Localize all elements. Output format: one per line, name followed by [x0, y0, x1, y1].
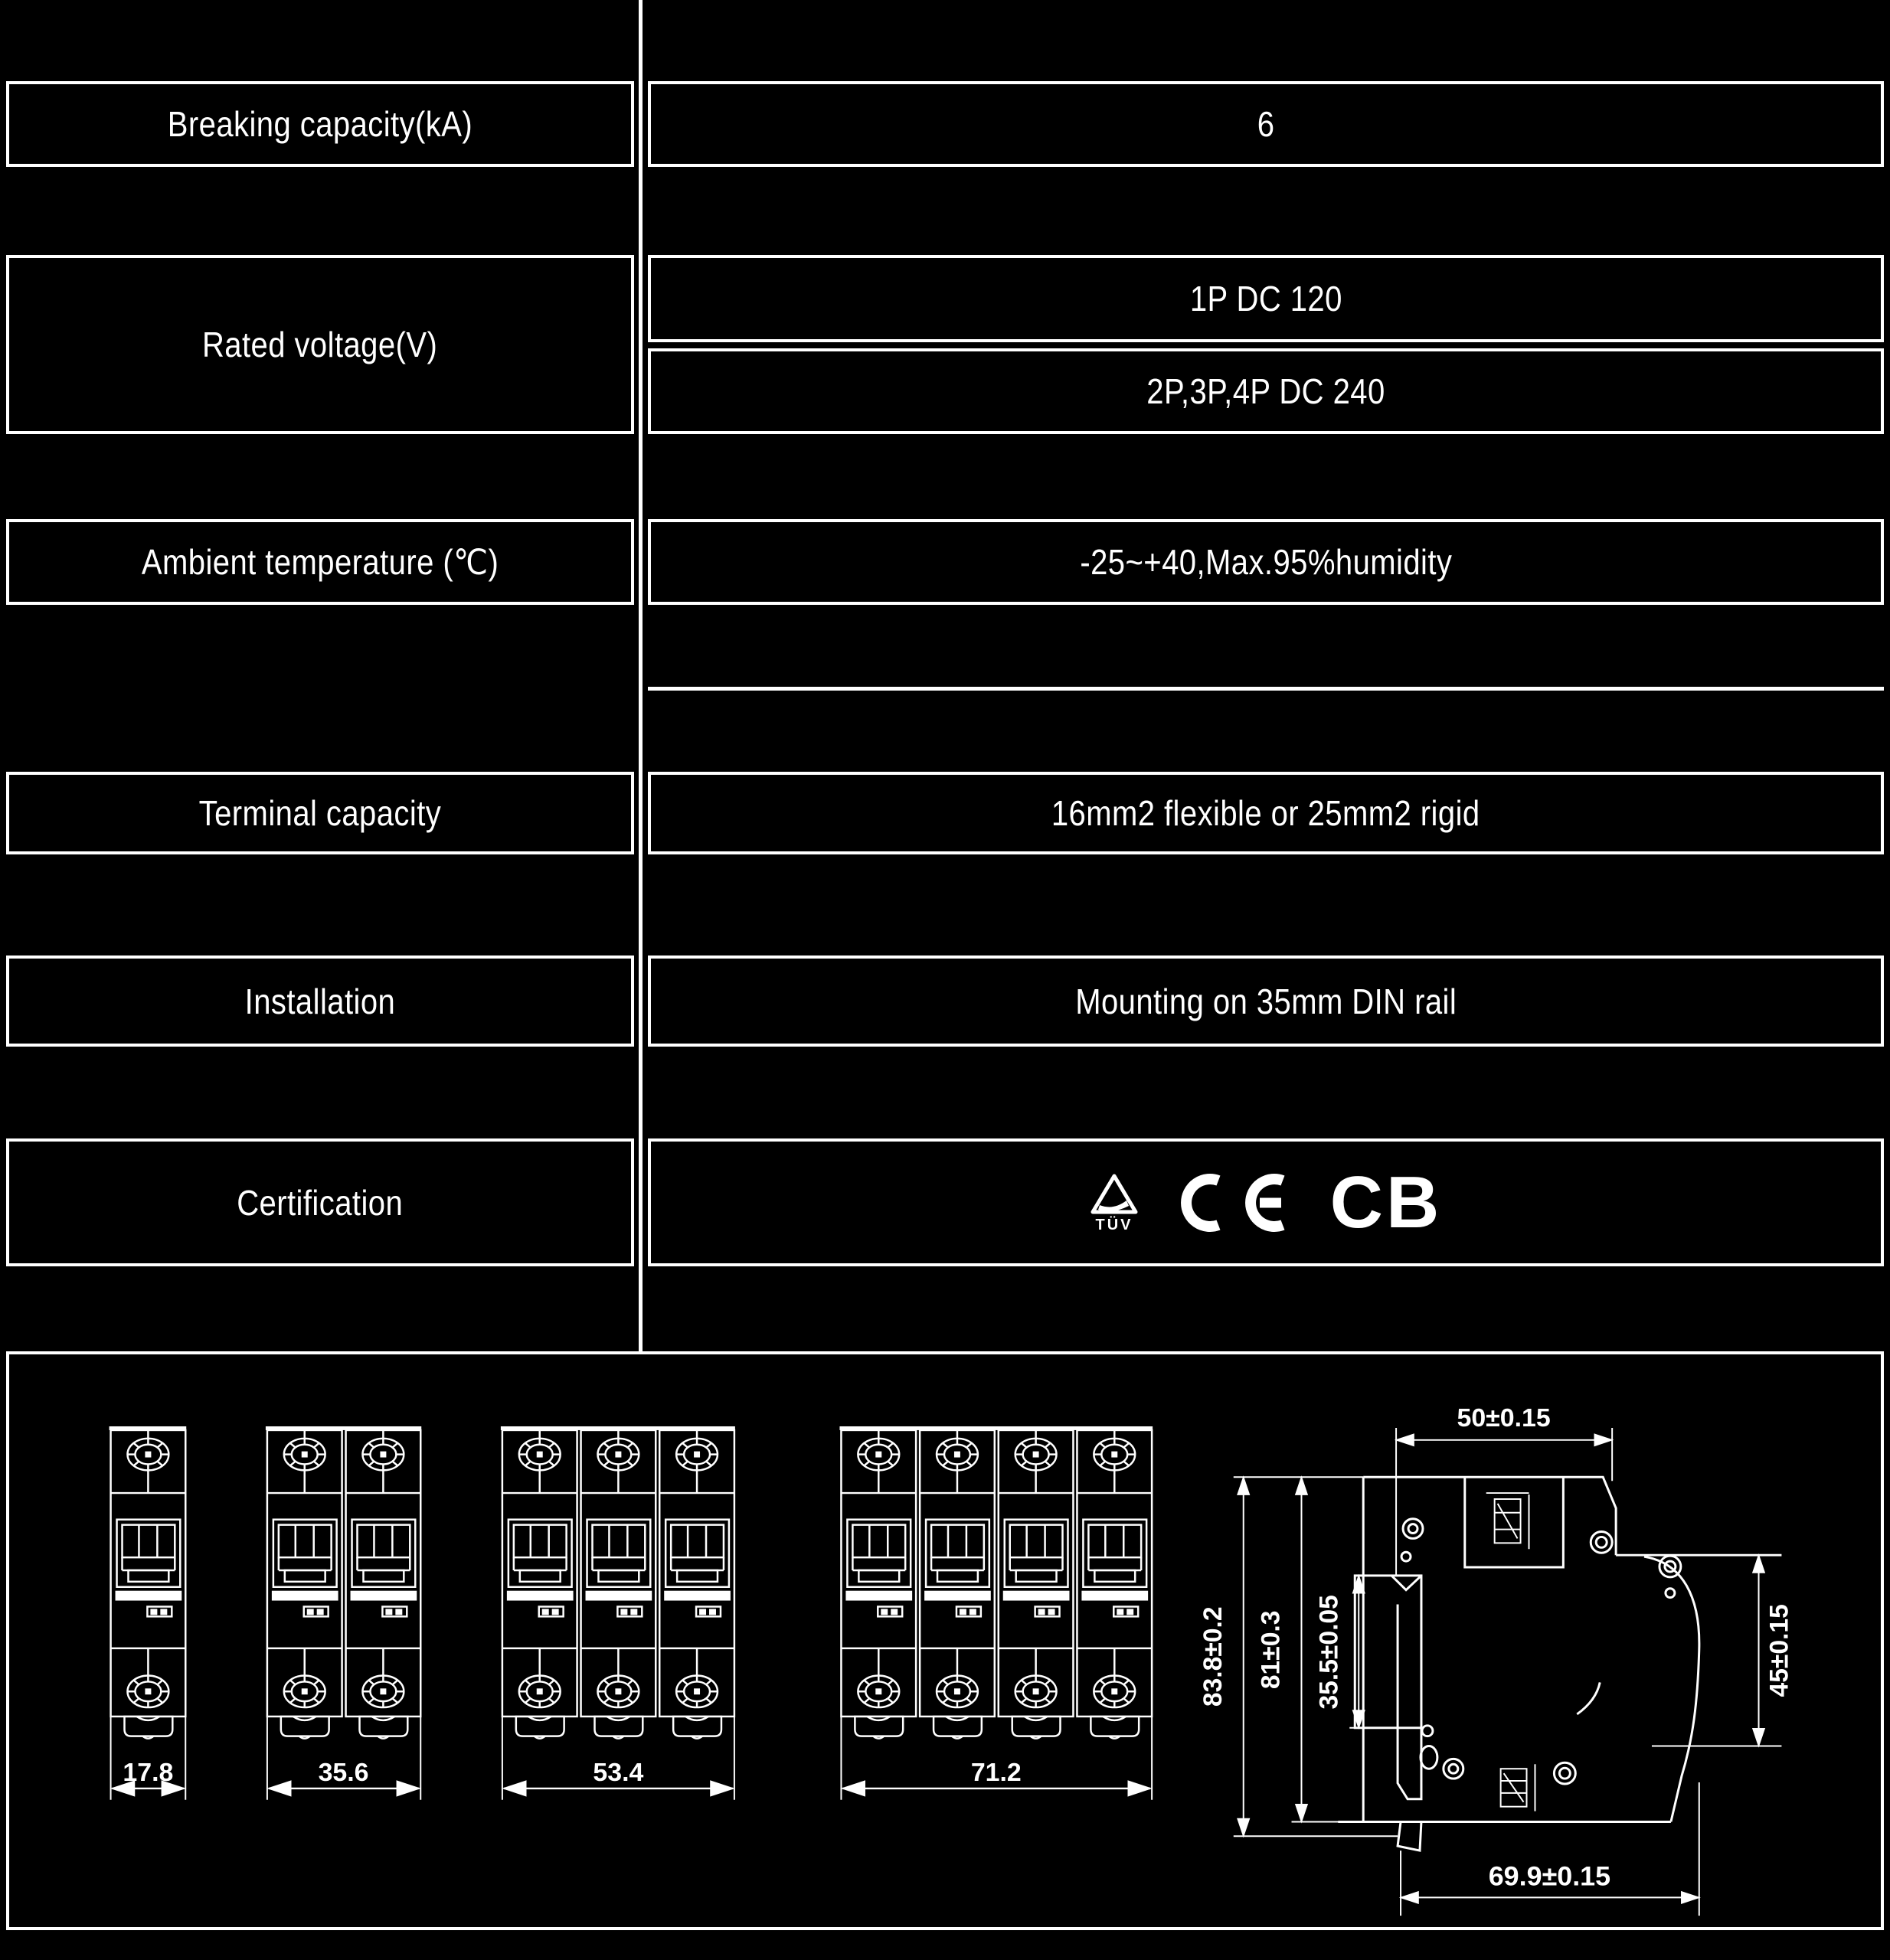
dim-side-top-width: 50±0.15 — [1457, 1403, 1551, 1432]
right-column-divider-line — [648, 687, 1884, 691]
row-installation-label-cell — [6, 956, 634, 1047]
front-view-3p — [501, 1426, 735, 1800]
row-label: Certification — [237, 1182, 404, 1223]
row-terminal-capacity-label-cell — [6, 772, 634, 854]
row-breaking-capacity-label-cell — [6, 81, 634, 167]
row-label: Installation — [244, 981, 396, 1021]
side-view — [1198, 1403, 1794, 1916]
ce-mark-icon — [1169, 1170, 1300, 1236]
row-value: 16mm2 flexible or 25mm2 rigid — [1051, 793, 1480, 833]
row-label: Terminal capacity — [198, 793, 442, 833]
row-label: Breaking capacity(kA) — [167, 104, 473, 144]
front-view-2p — [266, 1426, 421, 1800]
row-value: 1P DC 120 — [1189, 279, 1342, 318]
dim-width-3p: 53.4 — [593, 1758, 644, 1788]
front-view-4p — [839, 1426, 1153, 1800]
row-value: -25~+40,Max.95%humidity — [1079, 542, 1453, 582]
row-rated-voltage-label-cell — [6, 255, 634, 434]
clip-detail-bottom — [1501, 1764, 1535, 1811]
row-value: Mounting on 35mm DIN rail — [1075, 981, 1457, 1021]
dim-side-height-overall: 83.8±0.2 — [1198, 1606, 1228, 1707]
row-installation-value-cell — [648, 956, 1884, 1047]
tuv-text — [1090, 1216, 1139, 1233]
cb-mark: CB — [1329, 1161, 1443, 1243]
dim-side-depth-bottom: 69.9±0.15 — [1488, 1860, 1611, 1892]
row-certification-label-cell — [6, 1138, 634, 1266]
dim-side-height-body: 81±0.3 — [1256, 1610, 1286, 1690]
dim-side-din-slot: 35.5±0.05 — [1314, 1595, 1344, 1710]
row-rated-voltage-value-top-cell — [648, 255, 1884, 342]
dimension-drawings — [9, 1354, 1881, 1927]
dim-width-2p: 35.6 — [318, 1758, 369, 1788]
dim-width-4p: 71.2 — [970, 1758, 1022, 1788]
certification-logos — [1090, 1161, 1443, 1243]
dimension-drawings-panel — [6, 1351, 1884, 1930]
table-column-divider — [639, 0, 643, 1351]
row-label: Rated voltage(V) — [202, 325, 438, 364]
svg-text:TÜV: TÜV — [1095, 1216, 1133, 1233]
row-certification-value-cell — [648, 1138, 1884, 1266]
row-ambient-temperature-label-cell — [6, 519, 634, 605]
row-value: 2P,3P,4P DC 240 — [1146, 371, 1385, 411]
tuv-triangle-icon — [1090, 1173, 1139, 1216]
clip-detail-top — [1486, 1493, 1529, 1549]
front-view-1p — [110, 1426, 187, 1800]
row-label: Ambient temperature (℃) — [141, 542, 499, 582]
row-value: 6 — [1257, 104, 1275, 144]
dim-width-1p: 17.8 — [123, 1758, 174, 1788]
tuv-logo — [1090, 1173, 1139, 1233]
dim-side-height-front: 45±0.15 — [1764, 1604, 1794, 1697]
row-rated-voltage-value-bottom-cell — [648, 348, 1884, 434]
row-ambient-temperature-value-cell — [648, 519, 1884, 605]
row-breaking-capacity-value-cell — [648, 81, 1884, 167]
row-terminal-capacity-value-cell — [648, 772, 1884, 854]
